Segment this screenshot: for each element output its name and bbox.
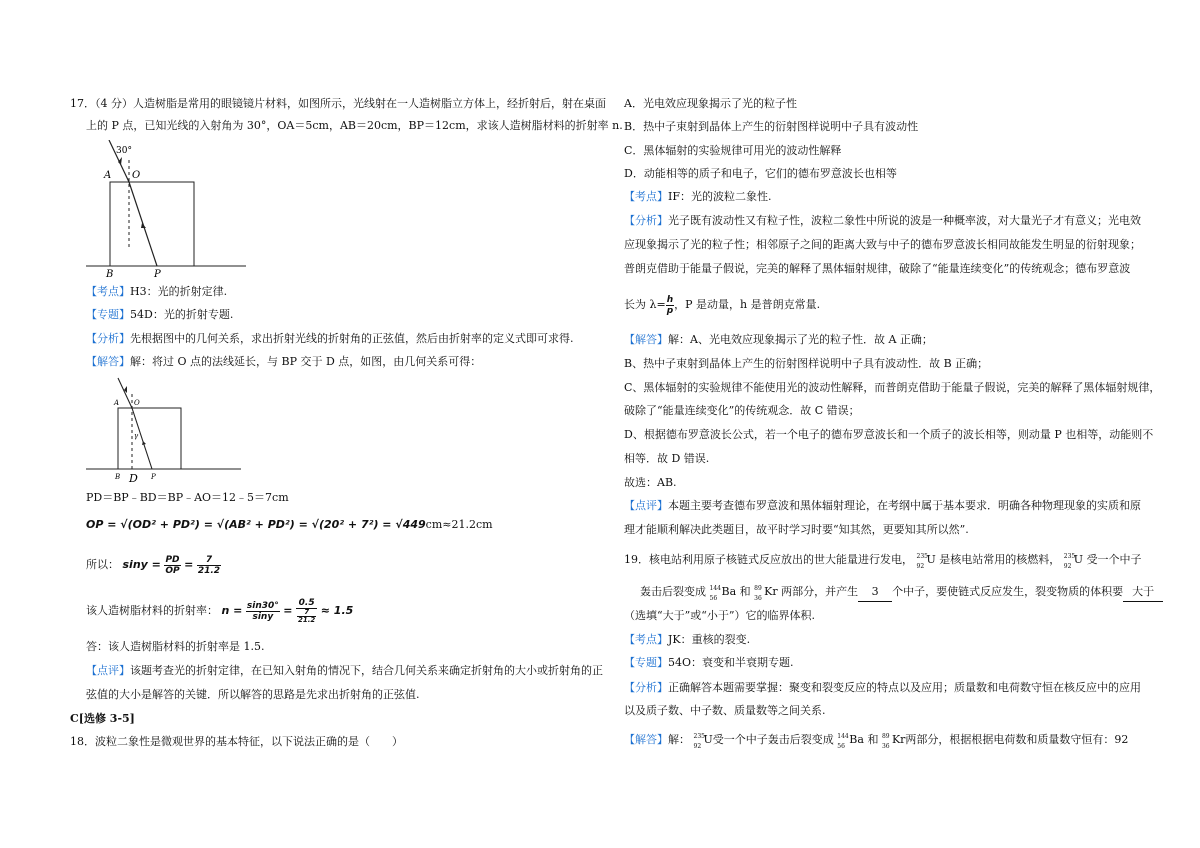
pd-line: PD＝BP﹣BD＝BP﹣AO＝12﹣5＝7cm xyxy=(86,491,289,504)
q17-line2: 上的 P 点，已知光线的入射角为 30°，OA＝5cm，AB＝20cm，BP＝12cm，求该人造树脂材料的折射率 n. xyxy=(86,119,623,132)
q18-option-c: C．黑体辐射的实验规律可用光的波动性解释 xyxy=(624,144,842,157)
jieda-18-line1 xyxy=(624,333,933,347)
n-result: ≈ 1.5 xyxy=(320,604,354,617)
dianping-tag: 【点评】 xyxy=(624,499,668,512)
n-prefix: 该人造树脂材料的折射率： xyxy=(86,604,218,617)
zhuanti-tag: 【专题】 xyxy=(624,656,668,669)
jieda-19-line1: 【解答】解： 235 92 U受一个中子轰击后裂变成 144 56 Ba 和 89 36 Kr两部分，根据根据电荷数和质量数守恒有：92 xyxy=(624,733,1129,750)
section-heading: C[选修 3-5] xyxy=(70,712,135,725)
q18-stem: 18．波粒二象性是微观世界的基本特征，以下说法正确的是（ ） xyxy=(70,735,403,748)
fenxi-18-line3: 普朗克借助于能量子假说，完美的解释了黑体辐射规律，破除了“能量连续变化”的传统观念；德布罗意波 xyxy=(624,262,1131,275)
zhuanti-text: 54D：光的折射专题. xyxy=(130,308,234,321)
kaodian-text: IF：光的波粒二象性. xyxy=(668,190,772,203)
fenxi-tag: 【分析】 xyxy=(624,214,668,227)
jieda-text1: 解：A、光电效应现象揭示了光的粒子性．故 A 正确； xyxy=(668,333,933,346)
jieda-tag: 【解答】 xyxy=(86,355,130,368)
kaodian-19 xyxy=(624,633,750,647)
fig1-label-a: A xyxy=(104,170,112,181)
jieda-tag: 【解答】 xyxy=(624,733,668,746)
q19-line2: 轰击后裂变成 144 56 Ba 和 89 36 Kr 两部分，并产生 3 个中子，要使链式反应发生，裂变物质的体积要 大于 xyxy=(640,583,1163,602)
op-formula-line xyxy=(86,518,493,532)
dianping-text1: 该题考查光的折射定律，在已知入射角的情况下，结合几何关系来确定折射角的大小或折射角的正 xyxy=(130,664,603,677)
fig1-label-b: B xyxy=(106,269,114,278)
dianping-tag: 【点评】 xyxy=(86,664,130,677)
jieda-18-line5: D、根据德布罗意波长公式，若一个电子的德布罗意波长和一个质子的波长相等，则动量 P 也相等，动能则不 xyxy=(624,428,1154,441)
jieda-text: 解：将过 O 点的法线延长，与 BP 交于 D 点，如图，由几何关系可得： xyxy=(130,355,482,368)
zhuanti-19 xyxy=(624,656,794,670)
dianping-18-line1 xyxy=(624,499,1141,513)
fig2-label-p: P xyxy=(151,473,156,481)
kaodian-18 xyxy=(624,190,771,204)
jieda-18-line6: 相等．故 D 错误. xyxy=(624,452,710,465)
fig2-label-a: A xyxy=(114,399,120,407)
answer-17: 答：该人造树脂材料的折射率是 1.5. xyxy=(86,640,265,653)
kaodian-text: JK：重核的裂变. xyxy=(668,633,751,646)
krypton-89-symbol: 89 36 Kr xyxy=(754,585,778,602)
fenxi-tag: 【分析】 xyxy=(86,332,130,345)
q19-line3: （选填“大于”或“小于”）它的临界体积. xyxy=(624,609,815,622)
de-broglie-fraction: $\frac{h}{p}$ xyxy=(666,294,674,316)
fenxi-18-line4: 长为 λ= $\frac{h}{p}$ ，P 是动量，h 是普朗克常量. xyxy=(624,294,821,316)
n-lhs: n = xyxy=(221,604,243,617)
q18-option-a: A．光电效应现象揭示了光的粒子性 xyxy=(624,97,797,110)
fenxi-text1: 正确解答本题需要掌握：聚变和裂变反应的特点以及应用；质量数和电荷数守恒在核反应中的应用 xyxy=(668,681,1141,694)
fenxi-18-line1 xyxy=(624,214,1141,228)
barium-144-symbol: 144 56 Ba xyxy=(709,585,737,602)
fig2-label-b: B xyxy=(115,473,121,481)
zhuanti-17 xyxy=(86,308,233,322)
jieda-18-line3: C、黑体辐射的实验规律不能使用光的波动性解释，而普朗克借助于能量子假说，完美的解释了黑体辐射规律， xyxy=(624,381,1161,394)
fenxi-18-line2: 应现象揭示了光的粒子性；相邻原子之间的距离大致与中子的德布罗意波长相同故能发生明显的衍射现象； xyxy=(624,238,1141,251)
op-unit: cm≈21.2cm xyxy=(425,518,493,531)
answer-blank-neutrons: 3 xyxy=(858,583,892,602)
kaodian-tag: 【考点】 xyxy=(624,633,668,646)
fenxi-tag: 【分析】 xyxy=(624,681,668,694)
kaodian-17 xyxy=(86,285,227,299)
zhuanti-text: 54O：衰变和半衰期专题. xyxy=(668,656,794,669)
n-frac1: $\frac{\sin 30^\circ}{\sin y}$ xyxy=(246,600,279,622)
figure-refraction-cube xyxy=(86,140,251,278)
fig1-label-o: O xyxy=(132,170,141,181)
kaodian-tag: 【考点】 xyxy=(624,190,668,203)
jieda-17 xyxy=(86,355,481,369)
fenxi-19-line1 xyxy=(624,681,1141,695)
fig1-label-p: P xyxy=(154,269,161,278)
figure-refraction-construction xyxy=(86,376,246,484)
barium-144-symbol-2: 144 56 Ba xyxy=(837,733,864,750)
siny-frac2: $\frac{7}{21.2}$ xyxy=(197,554,221,576)
answer-blank-volume: 大于 xyxy=(1123,583,1163,602)
op-formula: OP = √(OD² + PD²) = √(AB² + PD²) = √(20² + 7²) = √449 xyxy=(86,518,426,531)
q19-line1: 19．核电站利用原子核链式反应放出的世大能量进行发电， 235 92 U 是核电站常用的核燃料， 235 92 U 受一个中子 xyxy=(624,553,1142,570)
fenxi-17 xyxy=(86,332,574,346)
gu-xuan: 故选：AB. xyxy=(624,476,677,489)
jieda-18-line4: 破除了“能量连续变化”的传统观念．故 C 错误； xyxy=(624,404,860,417)
fig2-label-gamma: γ xyxy=(134,432,139,440)
jieda-18-line2: B、热中子束射到晶体上产生的衍射图样说明中子具有波动性．故 B 正确； xyxy=(624,357,989,370)
n-frac2: $\frac{0.5}{\frac{7}{21.2}}$ xyxy=(297,598,316,624)
dianping-18-line2: 理才能顺利解决此类题目，故平时学习时要“知其然，更要知其所以然”. xyxy=(624,523,969,536)
siny-frac1: $\frac{PD}{OP}$ xyxy=(165,554,180,576)
dianping-text1: 本题主要考查德布罗意波和黑体辐射理论，在考纲中属于基本要求．明确各种物理现象的实质和原 xyxy=(668,499,1141,512)
uranium-235-symbol-3: 235 92 U xyxy=(693,733,713,750)
dianping-17-line1 xyxy=(86,664,603,678)
fenxi-text: 先根据图中的几何关系，求出折射光线的折射角的正弦值，然后由折射率的定义式即可求得. xyxy=(130,332,574,345)
fig2-label-o: O xyxy=(134,399,140,407)
q18-option-b: B．热中子束射到晶体上产生的衍射图样说明中子具有波动性 xyxy=(624,120,919,133)
fenxi-text1: 光子既有波动性又有粒子性，波粒二象性中所说的波是一种概率波，对大量光子才有意义；光电效 xyxy=(668,214,1141,227)
fenxi-19-line2: 以及质子数、中子数、质量数等之间关系. xyxy=(624,704,826,717)
uranium-235-symbol-2: 235 92 U xyxy=(1063,553,1084,570)
dianping-17-line2: 弦值的大小是解答的关键．所以解答的思路是先求出折射角的正弦值. xyxy=(86,688,420,701)
q17-line1: 17．（4 分）人造树脂是常用的眼镜镜片材料，如图所示，光线射在一人造树脂立方体上，经折射后，射在桌面 xyxy=(70,97,606,110)
suoyi: 所以： xyxy=(86,558,119,571)
kaodian-text: H3：光的折射定律. xyxy=(130,285,228,298)
siny-line: 所以： siny = $\frac{PD}{OP}$ = $\frac{7}{21.2}$ xyxy=(86,554,221,576)
n-line: 该人造树脂材料的折射率： n = $\frac{\sin 30^\circ}{\sin y}$ = $\frac{0.5}{\frac{7}{21.2}}$ ≈ 1.5 xyxy=(86,598,354,624)
uranium-235-symbol: 235 92 U xyxy=(916,553,936,570)
kaodian-tag: 【考点】 xyxy=(86,285,130,298)
fig1-angle-label: 30° xyxy=(116,146,132,156)
krypton-89-symbol-2: 89 36 Kr xyxy=(881,733,906,750)
siny-lhs: siny = xyxy=(122,558,161,571)
fig2-label-d: D xyxy=(129,472,138,484)
q18-option-d: D．动能相等的质子和电子，它们的德布罗意波长也相等 xyxy=(624,167,897,180)
jieda-tag: 【解答】 xyxy=(624,333,668,346)
zhuanti-tag: 【专题】 xyxy=(86,308,130,321)
